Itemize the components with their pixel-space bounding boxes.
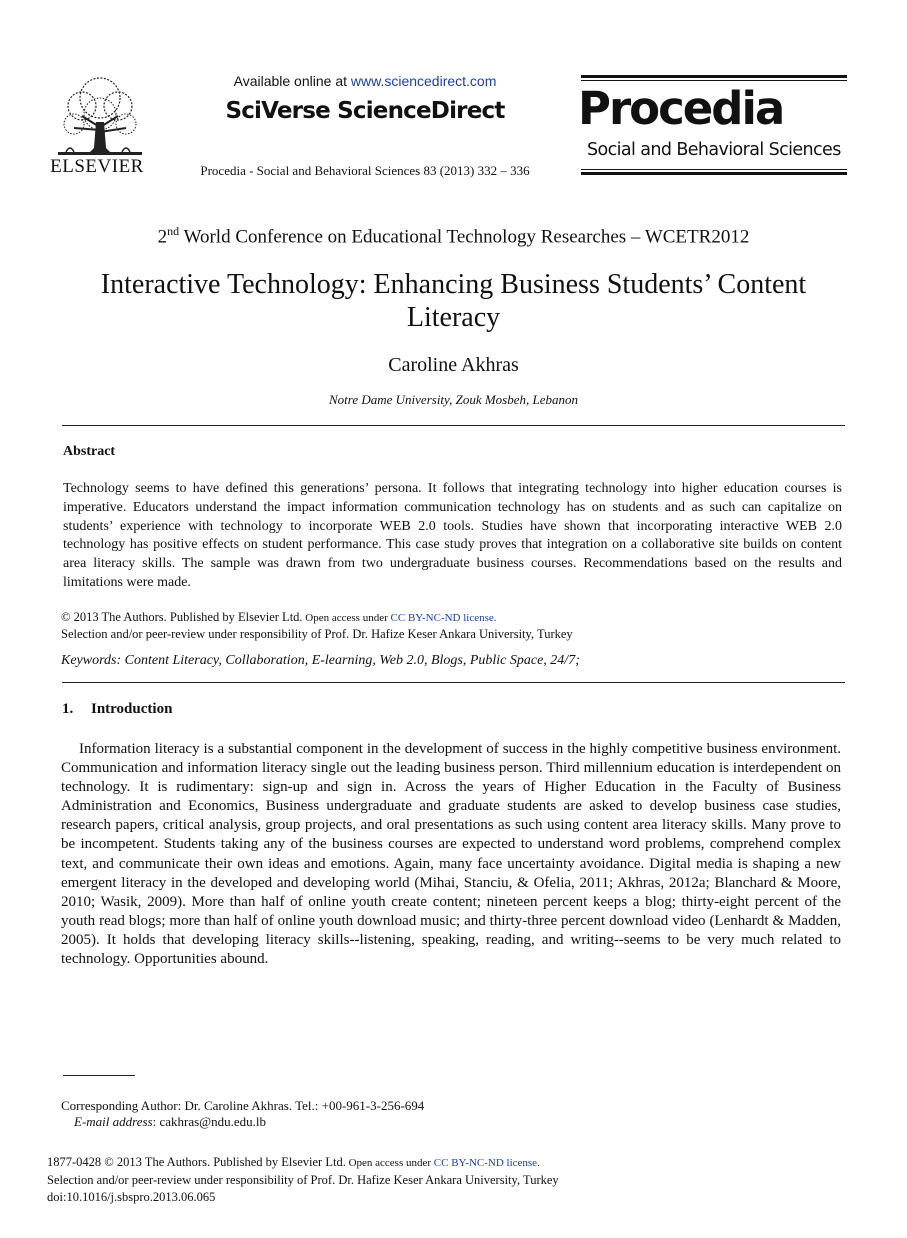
platform-logo: SciVerse ScienceDirect xyxy=(225,98,505,124)
copyright-line: © 2013 The Authors. Published by Elsevier Ltd. xyxy=(61,610,303,624)
paper-title: Interactive Technology: Enhancing Business Students’ Content Literacy xyxy=(100,269,807,333)
journal-citation: Procedia - Social and Behavioral Sciences 83 (2013) 332 – 336 xyxy=(200,163,530,178)
procedia-bottom-thin-rule xyxy=(581,169,847,170)
peer-review-line: Selection and/or peer-review under responsibility of Prof. Dr. Hafize Keser Ankara University, Turkey xyxy=(61,627,573,641)
footer-doi: doi:10.1016/j.sbspro.2013.06.065 xyxy=(47,1190,216,1204)
footer-peer-review-line: Selection and/or peer-review under responsibility of Prof. Dr. Hafize Keser Ankara University, Turkey xyxy=(47,1173,559,1187)
copyright-notice xyxy=(61,609,851,642)
publisher-name: ELSEVIER xyxy=(50,156,144,177)
author-name: Caroline Akhras xyxy=(388,354,519,376)
procedia-top-rule xyxy=(581,75,847,78)
procedia-top-thin-rule xyxy=(581,80,847,81)
sciencedirect-link[interactable]: www.sciencedirect.com xyxy=(350,73,497,89)
available-online-line xyxy=(190,73,540,89)
open-access-label: Open access under xyxy=(302,612,391,624)
email-value: : cakhras@ndu.edu.lb xyxy=(152,1114,267,1129)
conference-title: World Conference on Educational Technology Researches – WCETR2012 xyxy=(179,226,750,248)
footer-issn-line: 1877-0428 © 2013 The Authors. Published by Elsevier Ltd. xyxy=(47,1155,346,1169)
footer-open-access-label: Open access under xyxy=(345,1157,434,1169)
abstract-top-rule xyxy=(62,425,845,426)
introduction-paragraph: Information literacy is a substantial component in the development of success in the highly competitive business environment. Communication and information literacy single out the leading business person. Third millennium education is interdependent on technology. It is rudimentary: sign-up and sign in. Across the years of Higher Education in the Faculty of Business Administration and Economics, Business undergraduate and graduate students are asked to develop business case studies, research papers, critical analysis, group projects, and oral presentations as such using content area literacy skills. Many prove to be incompetent. Students taking any of the business courses are expected to understand word problems, comprehend complex text, and communicate their own ideas and emotions. Again, many face uncertainty avoidance. Digital media is shaping a new emergent literacy in the developed and developing world (Mihai, Stanciu, & Ofelia, 2011; Akhras, 2012a; Blanchard & Moore, 2010; Wasik, 2009). More than half of online youth create content; nineteen percent keeps a blog; thirty-eight percent of the youth read blogs; more than half of online youth download music; and thirty-three percent download video (Lenhardt & Madden, 2005). It holds that developing literacy skills--listening, speaking, reading, and writing--seems to be very much related to technology. Opportunities abound. xyxy=(61,741,841,968)
section-number: 1. xyxy=(62,701,74,717)
conference-ordinal: 2 xyxy=(157,226,168,248)
abstract-heading: Abstract xyxy=(63,444,116,459)
keywords: Keywords: Content Literacy, Collaboration, E-learning, Web 2.0, Blogs, Public Space, 24/7; xyxy=(61,653,580,668)
license-link[interactable]: CC BY-NC-ND license. xyxy=(390,612,497,624)
journal-logo-subtitle: Social and Behavioral Sciences xyxy=(587,140,841,160)
procedia-bottom-rule xyxy=(581,172,847,175)
conference-ordinal-suffix: nd xyxy=(167,224,180,238)
footnote-rule xyxy=(63,1075,135,1076)
section-title: Introduction xyxy=(91,701,173,717)
conference-name xyxy=(40,224,867,248)
section-heading-introduction xyxy=(62,701,172,718)
author-affiliation: Notre Dame University, Zouk Mosbeh, Lebanon xyxy=(328,392,579,407)
corresponding-author-line: Corresponding Author: Dr. Caroline Akhras. Tel.: +00-961-3-256-694 xyxy=(61,1098,425,1113)
available-online-label: Available online at xyxy=(233,73,351,89)
page-footer xyxy=(47,1154,847,1206)
journal-logo-title: Procedia xyxy=(578,82,784,135)
corresponding-author-note xyxy=(61,1098,761,1130)
keywords-bottom-rule xyxy=(62,682,845,683)
email-label: E-mail address xyxy=(74,1114,153,1129)
abstract-body: Technology seems to have defined this generations’ persona. It follows that integrating technology into higher education courses is imperative. Educators understand the impact information communication technology has on students and as such can capitalize on students’ experience with technology to incorporate WEB 2.0 tools. Studies have shown that incorporating interactive WEB 2.0 technology has positive effects on student performance. This case study proves that integration on a collaborative site builds on content area literacy skills. The sample was drawn from two undergraduate business courses. Recommendations based on the results and limitations were made. xyxy=(63,481,842,590)
footer-license-link[interactable]: CC BY-NC-ND license. xyxy=(433,1157,540,1169)
